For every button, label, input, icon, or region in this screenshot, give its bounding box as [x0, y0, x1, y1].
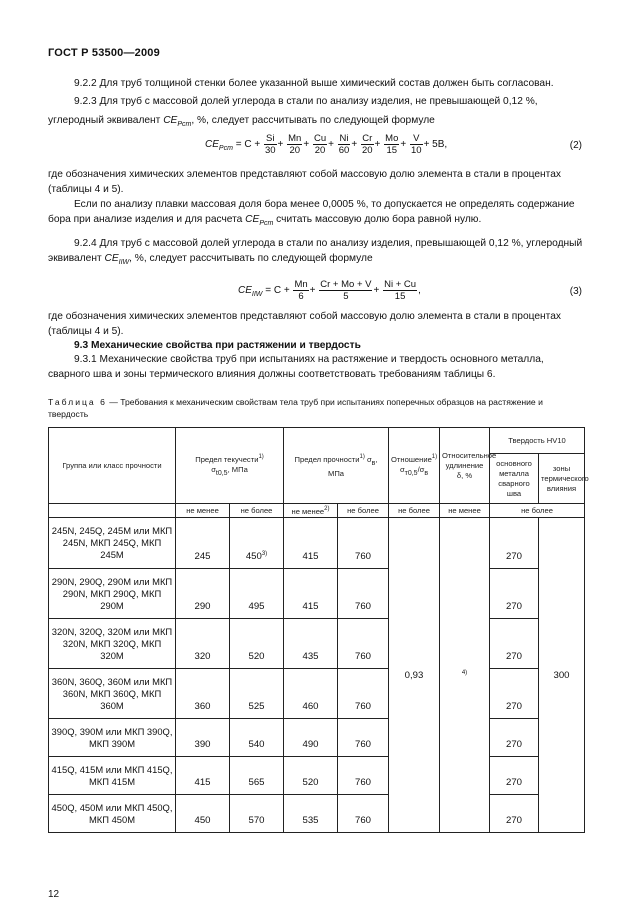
cell-yield-min: 415: [176, 757, 230, 795]
mechanical-properties-table: [48, 427, 589, 833]
cell-yield-min: 450: [176, 795, 230, 833]
ce-pcm-symbol: $CE_{Pcm}$: [163, 115, 192, 128]
header-yield-min: не менее: [176, 504, 230, 518]
cell-tensile-min: 535: [284, 795, 338, 833]
header-hardness-haz: зоны термического влияния: [539, 454, 585, 504]
cell-group: 320N, 320Q, 320M или МКП 320N, МКП 320Q, МКП 320M: [49, 619, 176, 669]
header-yield: Предел текучести$^{1)}$ σt0,5, МПа: [176, 428, 284, 504]
header-blank: [49, 504, 176, 518]
cell-yield-max: 520: [230, 619, 284, 669]
cell-tensile-min: 460: [284, 669, 338, 719]
section-9-3-heading: 9.3 Механические свойства при растяжении и твердость: [74, 340, 361, 351]
cell-group: 360N, 360Q, 360M или МКП 360N, МКП 360Q, МКП 360M: [49, 669, 176, 719]
cell-tensile-min: 415: [284, 569, 338, 619]
equation-number-2: (2): [569, 140, 582, 151]
cell-hardness-base: 270: [490, 795, 539, 833]
cell-tensile-max: 760: [338, 719, 389, 757]
cell-yield-min: 290: [176, 569, 230, 619]
document-header: ГОСТ Р 53500—2009: [48, 47, 160, 59]
cell-yield-max: 565: [230, 757, 284, 795]
cell-yield-max: 495: [230, 569, 284, 619]
ce-iiw-symbol: $CE_{IIW}$: [104, 253, 130, 266]
cell-yield-min: 245: [176, 518, 230, 569]
header-tensile-min: не менее$^{2)}$: [284, 504, 338, 518]
header-tensile: Предел прочности$^{1)}$ σв, МПа: [284, 428, 389, 504]
cell-yield-min: 390: [176, 719, 230, 757]
table-row: [49, 569, 585, 619]
ce-pcm-symbol: $CE_{Pcm}$: [205, 139, 233, 153]
cell-hardness-base: 270: [490, 518, 539, 569]
fraction-cr-mo-v: $\frac{Cr + Mo + V}{5}$: [320, 279, 372, 302]
cell-group: 390Q, 390M или МКП 390Q, МКП 390M: [49, 719, 176, 757]
cell-tensile-min: 415: [284, 518, 338, 569]
cell-elongation: 4): [440, 518, 490, 833]
cell-tensile-max: 760: [338, 669, 389, 719]
para-9-2-3: 9.2.3 Для труб с массовой долей углерода в стали по анализу изделия, не превышающей 0,12 %,: [74, 96, 538, 107]
cell-tensile-max: 760: [338, 619, 389, 669]
fraction-cu: $\frac{Cu}{20}$: [313, 133, 327, 156]
equation-number-3: (3): [569, 286, 582, 297]
text: , %, следует рассчитывать по следующей формуле: [191, 115, 435, 126]
cell-ratio: 0,93: [389, 518, 440, 833]
cell-tensile-min: 520: [284, 757, 338, 795]
cell-yield-max: 570: [230, 795, 284, 833]
cell-hardness-base: 270: [490, 619, 539, 669]
table-row: [49, 669, 585, 719]
fraction-v: $\frac{V}{10}$: [410, 133, 422, 156]
cell-tensile-max: 760: [338, 518, 389, 569]
cell-hardness-base: 270: [490, 669, 539, 719]
cell-yield-max: 540: [230, 719, 284, 757]
header-hardness: Твердость HV10: [490, 428, 585, 454]
text: углеродный эквивалент: [48, 115, 161, 126]
para-9-2-4: 9.2.4 Для труб с массовой долей углерода в стали по анализу изделия, превышающей 0,12 %, углеродный эквивалент $CE_{IIW}$, %, следует рассчитывать по следующей формуле: [48, 238, 583, 266]
cell-yield-min: 360: [176, 669, 230, 719]
cell-tensile-min: 435: [284, 619, 338, 669]
cell-hardness-base: 270: [490, 719, 539, 757]
boron-text: Если по анализу плавки массовая доля бора менее 0,0005 %, то допускается не определять содержание бора при анализе изделия и для расчета $CE_{Pcm}$ считать массовую долю бора равной нулю.: [48, 199, 575, 227]
table-row: [49, 518, 585, 569]
cell-yield-max: 450$^{3)}$: [230, 518, 284, 569]
fraction-mn: $\frac{Mn}{6}$: [294, 279, 308, 302]
formula-2: $CE_{Pcm} = C$ + $\frac{Si}{30}$ + $\frac{Mn}{20}$ + $\frac{Cu}{20}$ + $\frac{Ni}{60}$ + $\frac{Cr}{20}$ + $\frac{Mo}{15}$ + $\frac{V}{10}$ + 5B,: [205, 133, 448, 156]
cell-group: 415Q, 415M или МКП 415Q, МКП 415M: [49, 757, 176, 795]
header-elongation: Относительное удлинение δ, %: [440, 428, 490, 504]
table-caption: Таблица 6 — Требования к механическим свойствам тела труб при испытаниях поперечных образцов на растяжение и твердость: [48, 397, 543, 419]
para-9-2-3-cont: [48, 113, 584, 132]
header-hardness-max: не более: [490, 504, 585, 518]
para-9-3-1: 9.3.1 Механические свойства труб при испытаниях на растяжение и твердость основного металла, сварного шва и зоны термического влияния должны соответствовать требованиям таблицы 6.: [48, 354, 544, 380]
fraction-ni-cu: $\frac{Ni + Cu}{15}$: [384, 279, 417, 302]
cell-group: 290N, 290Q, 290M или МКП 290N, МКП 290Q, МКП 290M: [49, 569, 176, 619]
header-hardness-base: основного металла сварного шва: [490, 454, 539, 504]
where-text-2: где обозначения химических элементов представляют собой массовую долю элемента в стали в процентах (таблицы 4 и 5).: [48, 311, 561, 337]
fraction-mo: $\frac{Mo}{15}$: [385, 133, 399, 156]
cell-yield-max: 525: [230, 669, 284, 719]
table-row: [49, 795, 585, 833]
cell-tensile-max: 760: [338, 795, 389, 833]
cell-tensile-max: 760: [338, 569, 389, 619]
where-text: где обозначения химических элементов представляют собой массовую долю элемента в стали в процентах (таблицы 4 и 5).: [48, 169, 561, 195]
cell-yield-min: 320: [176, 619, 230, 669]
para-9-2-2: 9.2.2 Для труб толщиной стенки более указанной выше химический состав должен быть согласован.: [74, 78, 554, 89]
cell-group: 245N, 245Q, 245M или МКП 245N, МКП 245Q, МКП 245M: [49, 518, 176, 569]
fraction-si: $\frac{Si}{30}$: [264, 133, 276, 156]
header-ratio-max: не более: [389, 504, 440, 518]
cell-hardness-base: 270: [490, 757, 539, 795]
ce-pcm-symbol: $CE_{Pcm}$: [245, 214, 274, 227]
fraction-cr: $\frac{Cr}{20}$: [361, 133, 373, 156]
fraction-ni: $\frac{Ni}{60}$: [338, 133, 350, 156]
ce-iiw-symbol: $CE_{IIW}$: [238, 285, 263, 299]
cell-group: 450Q, 450M или МКП 450Q, МКП 450M: [49, 795, 176, 833]
cell-hardness-base: 270: [490, 569, 539, 619]
cell-hardness-haz: 300: [539, 518, 585, 833]
header-group: Группа или класс прочности: [49, 428, 176, 504]
page-number: 12: [48, 889, 60, 900]
header-ratio: Отношение$^{1)}$ σт0,5/σв: [389, 428, 440, 504]
formula-3: $CE_{IIW} = C$ + $\frac{Mn}{6}$ + $\frac{Cr + Mo + V}{5}$ + $\frac{Ni + Cu}{15}$ ,: [238, 279, 421, 302]
header-yield-max: не более: [230, 504, 284, 518]
table-row: [49, 719, 585, 757]
cell-tensile-max: 760: [338, 757, 389, 795]
cell-tensile-min: 490: [284, 719, 338, 757]
header-elong-min: не менее: [440, 504, 490, 518]
table-row: [49, 619, 585, 669]
fraction-mn: $\frac{Mn}{20}$: [288, 133, 302, 156]
header-tensile-max: не более: [338, 504, 389, 518]
table-row: [49, 757, 585, 795]
